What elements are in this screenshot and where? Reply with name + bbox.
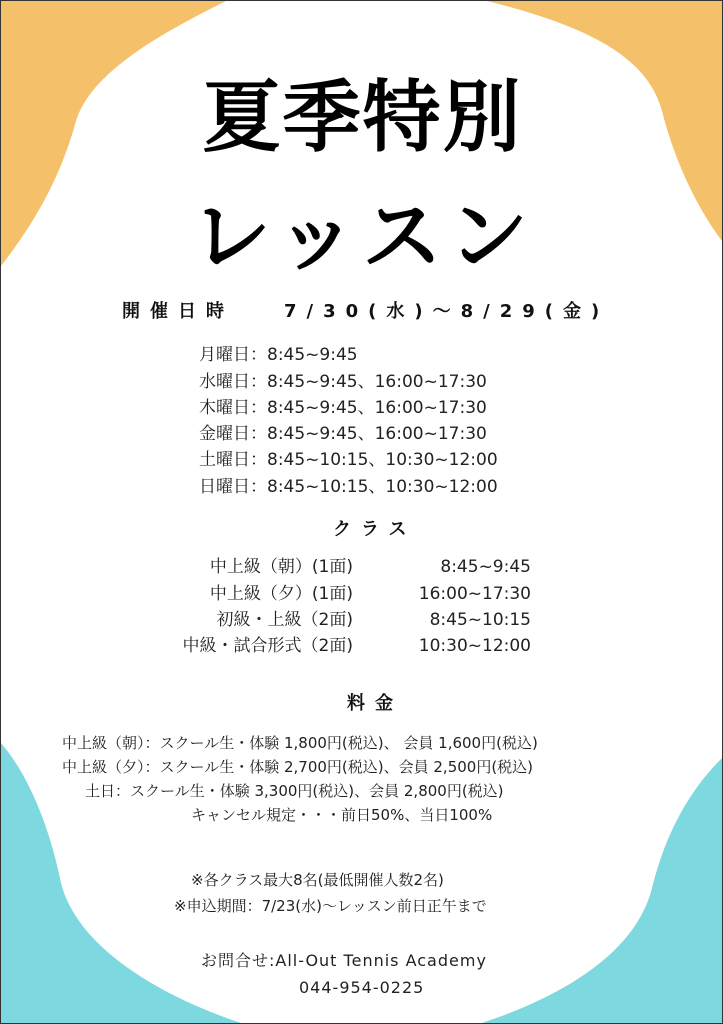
schedule-friday: 金曜日：8:45~9:45、16:00~17:30 (199, 424, 487, 444)
title-line-1: 夏季特別 (202, 73, 523, 163)
contact-academy: お問合せ:All-Out Tennis Academy (201, 951, 487, 970)
fee-line-morning: 中上級（朝）：スクール生・体験 1,800円(税込)、 会員 1,600円(税込) (62, 734, 538, 752)
class-time-3: 8:45~10:15 (429, 610, 531, 630)
schedule-monday: 月曜日：8:45~9:45 (199, 345, 358, 365)
class-time-2: 16:00~17:30 (418, 584, 531, 604)
schedule-saturday: 土曜日：8:45~10:15、10:30~12:00 (199, 450, 498, 470)
class-name-3: 初級・上級（2面) (216, 610, 353, 630)
schedule-wednesday: 水曜日：8:45~9:45、16:00~17:30 (199, 372, 487, 392)
dates-value: 7/30(水)〜8/29(金) (284, 301, 610, 322)
class-name-2: 中上級（夕）(1面) (209, 584, 353, 604)
note-application-period: ※申込期間：7/23(水)〜レッスン前日正午まで (174, 897, 487, 915)
class-name-1: 中上級（朝）(1面) (209, 557, 353, 577)
note-max-participants: ※各クラス最大8名(最低開催人数2名) (191, 871, 444, 889)
cancel-policy: キャンセル規定・・・前日50%、当日100% (191, 806, 493, 824)
cyan-blob-bottom-right-shape (482, 758, 722, 1023)
title-line-2: レッスン (190, 190, 535, 283)
class-time-4: 10:30~12:00 (418, 636, 531, 656)
schedule-thursday: 木曜日：8:45~9:45、16:00~17:30 (199, 398, 487, 418)
classes-heading: クラス (333, 519, 417, 540)
fee-line-weekend: 土日：スクール生・体験 3,300円(税込)、会員 2,800円(税込) (85, 782, 504, 800)
cyan-blob-bottom-right (482, 758, 722, 1023)
class-time-1: 8:45~9:45 (440, 557, 531, 577)
contact-phone: 044-954-0225 (299, 978, 425, 997)
schedule-sunday: 日曜日：8:45~10:15、10:30~12:00 (199, 477, 498, 497)
dates-label: 開催日時 (122, 301, 234, 322)
class-name-4: 中級・試合形式（2面) (182, 636, 353, 656)
fees-heading: 料金 (347, 693, 403, 714)
fee-line-evening: 中上級（夕）：スクール生・体験 2,700円(税込)、会員 2,500円(税込) (62, 758, 534, 776)
